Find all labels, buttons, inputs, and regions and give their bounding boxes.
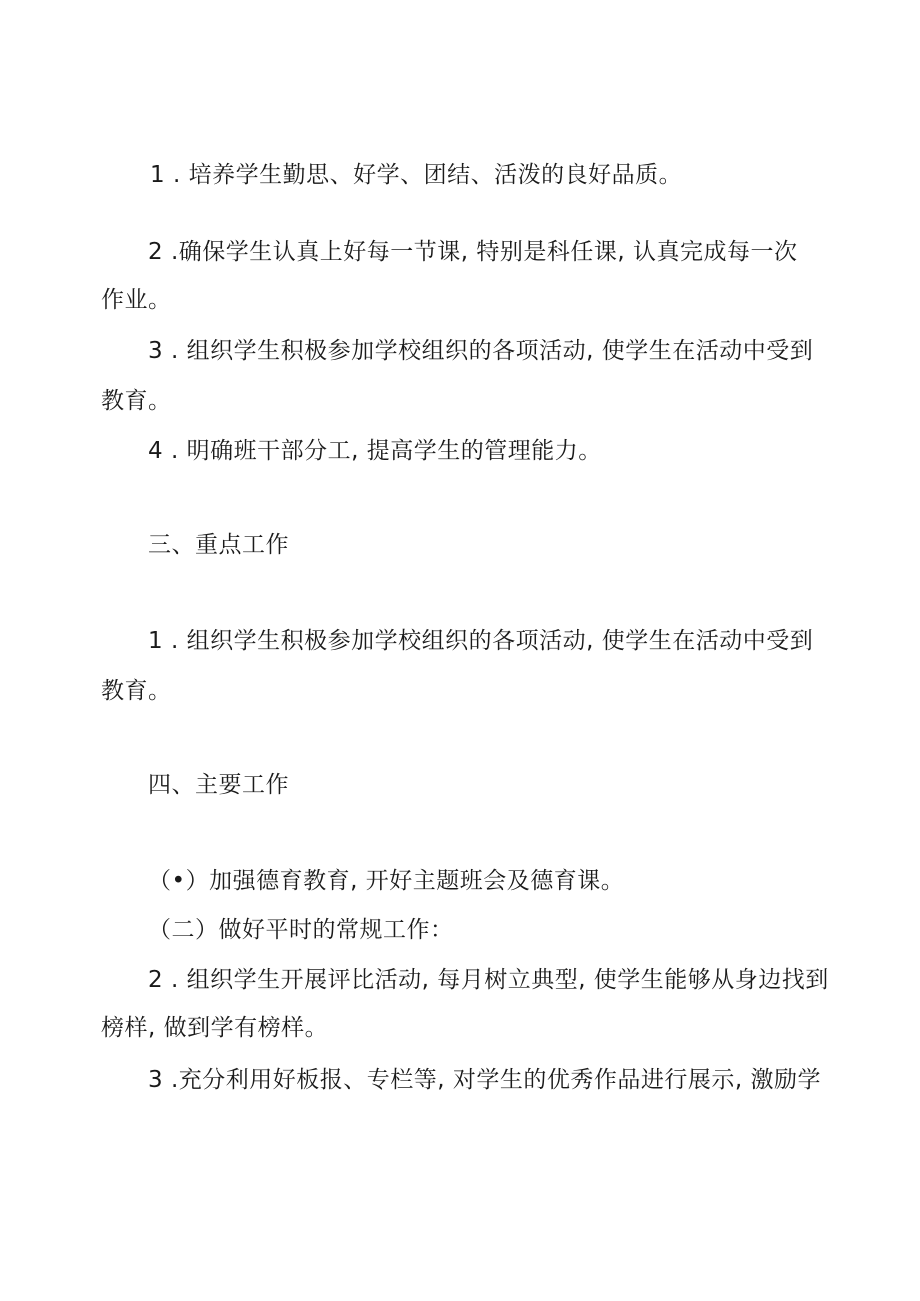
item-2-text-continued: 作业。	[101, 287, 172, 313]
main-work-sub-2: （二）做好平时的常规工作：	[148, 917, 454, 943]
item-3-text: 3 . 组织学生积极参加学校组织的各项活动, 使学生在活动中受到	[148, 338, 814, 364]
section-heading-main-work: 四、主要工作	[148, 772, 289, 798]
main-work-item-2-text: 2 . 组织学生开展评比活动, 每月树立典型, 使学生能够从身边找到	[148, 967, 829, 993]
main-work-item-2-continued: 榜样, 做到学有榜样。	[101, 1015, 329, 1041]
key-work-item-1-text: 1 . 组织学生积极参加学校组织的各项活动, 使学生在活动中受到	[148, 628, 814, 654]
main-work-item-3-text: 3 .充分利用好板报、专栏等, 对学生的优秀作品进行展示, 激励学	[148, 1067, 821, 1093]
item-4-text: 4 . 明确班干部分工, 提高学生的管理能力。	[148, 438, 602, 464]
key-work-item-1-continued: 教育。	[101, 678, 172, 704]
item-3-text-continued: 教育。	[101, 388, 172, 414]
item-1-text: 1 . 培养学生勤思、好学、团结、活泼的良好品质。	[150, 162, 683, 188]
item-2-text: 2 .确保学生认真上好每一节课, 特别是科任课, 认真完成每一次	[148, 239, 798, 265]
section-heading-key-work: 三、重点工作	[148, 532, 289, 558]
main-work-sub-1: （•）加强德育教育, 开好主题班会及德育课。	[148, 868, 625, 894]
